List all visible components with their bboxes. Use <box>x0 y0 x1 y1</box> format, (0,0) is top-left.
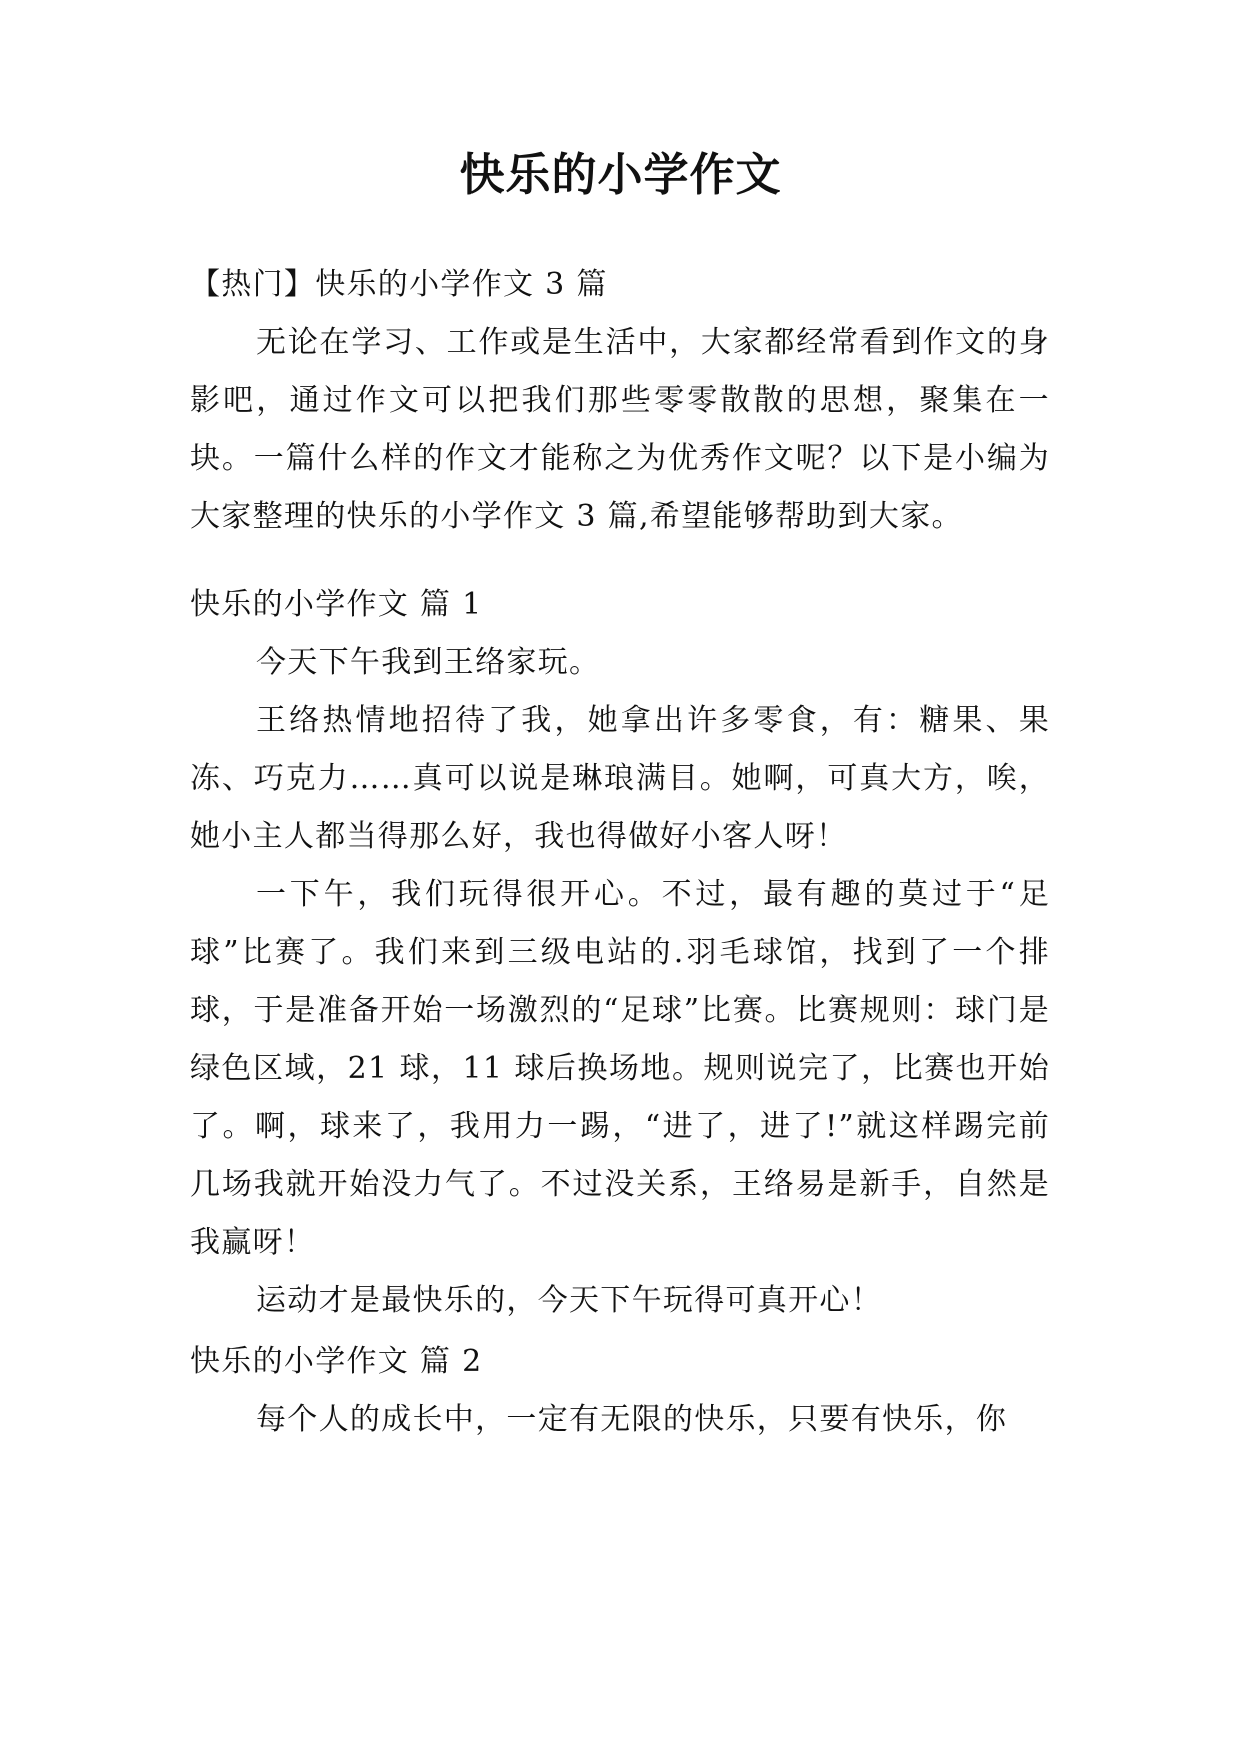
essay-1-section <box>190 576 1050 1330</box>
essay-2-paragraph-1: 每个人的成长中，一定有无限的快乐，只要有快乐，你 <box>256 1402 1008 1437</box>
essay-2-heading: 快乐的小学作文 篇 2 <box>190 1344 483 1379</box>
essay-1-paragraph-2: 王络热情地招待了我，她拿出许多零食，有：糖果、果冻、巧克力……真可以说是琳琅满目。她啊，可真大方，唉，她小主人都当得那么好，我也得做好小客人呀！ <box>190 703 1050 854</box>
intro-section <box>190 256 1050 546</box>
essay-1-paragraph-3: 一下午，我们玩得很开心。不过，最有趣的莫过于“足球”比赛了。我们来到三级电站的.羽毛球馆，找到了一个排球，于是准备开始一场激烈的“足球”比赛。比赛规则：球门是绿色区域，21 球，11 球后换场地。规则说完了，比赛也开始了。啊，球来了，我用力一踢，“进了，进了!”就这样踢完前几场我就开始没力气了。不过没关系，王络易是新手，自然是我赢呀！ <box>190 877 1050 1260</box>
essay-2-section <box>190 1333 1050 1449</box>
essay-1-paragraph-1: 今天下午我到王络家玩。 <box>256 645 601 680</box>
intro-paragraph: 无论在学习、工作或是生活中，大家都经常看到作文的身影吧，通过作文可以把我们那些零零散散的思想，聚集在一块。一篇什么样的作文才能称之为优秀作文呢？以下是小编为大家整理的快乐的小学作文 3 篇,希望能够帮助到大家。 <box>190 325 1050 534</box>
intro-heading: 【热门】快乐的小学作文 3 篇 <box>190 267 608 302</box>
document-title: 快乐的小学作文 <box>459 148 782 201</box>
essay-1-heading: 快乐的小学作文 篇 1 <box>190 587 483 622</box>
essay-1-paragraph-4: 运动才是最快乐的，今天下午玩得可真开心！ <box>256 1283 882 1318</box>
